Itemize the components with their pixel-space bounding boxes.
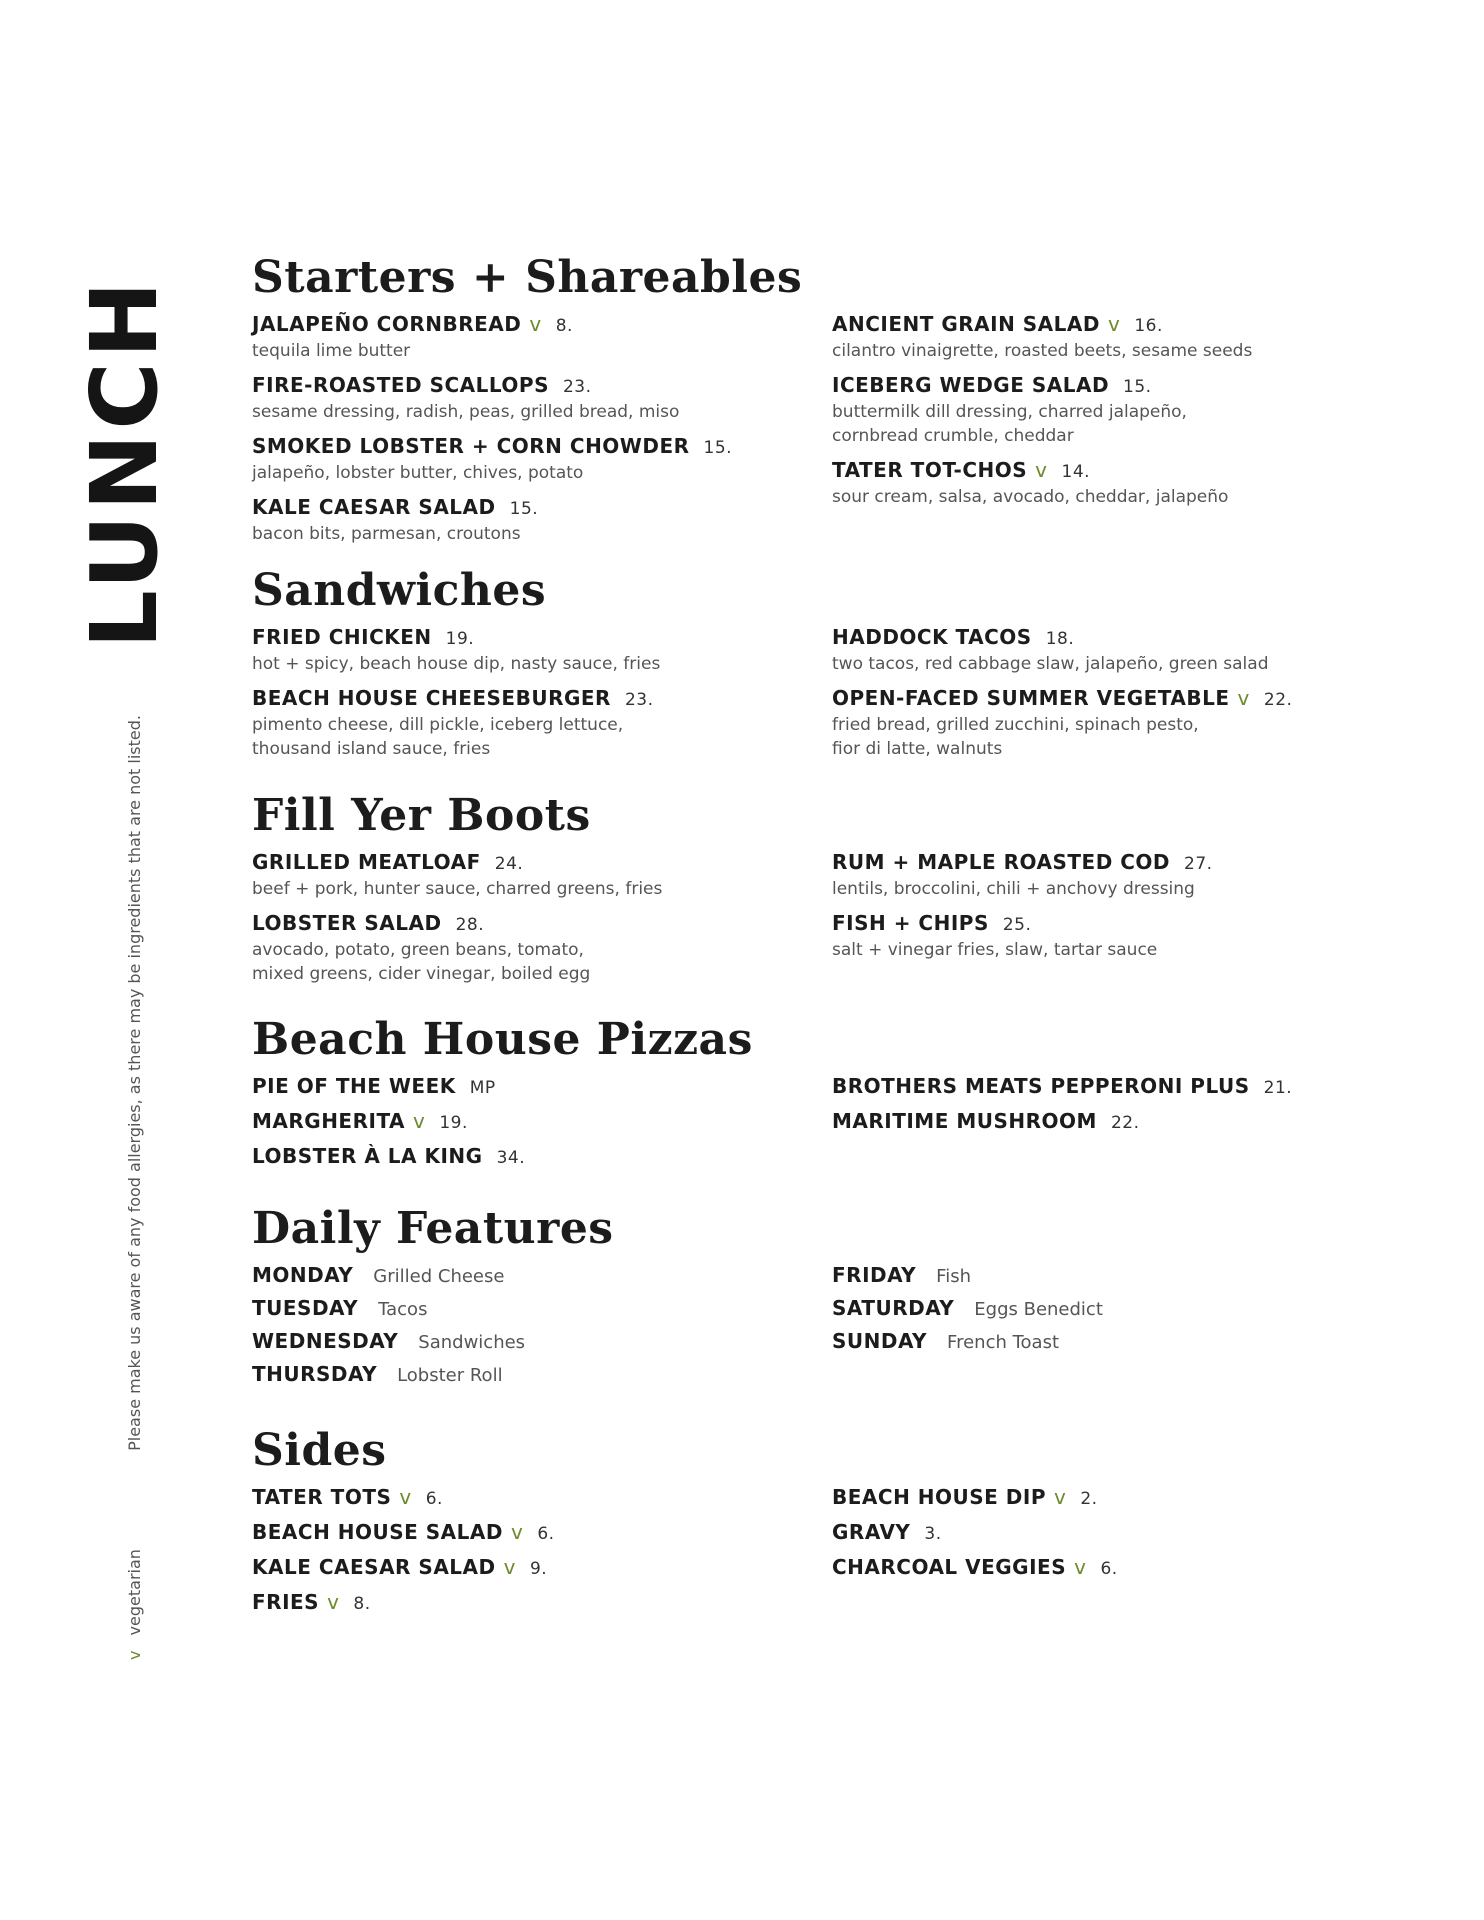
menu-item: [832, 911, 1302, 962]
item-description: salt + vinegar fries, slaw, tartar sauce: [832, 940, 1158, 960]
item-price: 9.: [529, 1559, 548, 1579]
item-name: KALE CAESAR SALAD: [252, 495, 496, 519]
menu-item: [832, 458, 1302, 509]
day-name: THURSDAY: [252, 1362, 378, 1386]
item-price: 23.: [624, 690, 654, 710]
menu-item: [252, 1485, 832, 1512]
item-description: avocado, potato, green beans, tomato, mixed greens, cider vinegar, boiled egg: [252, 940, 591, 984]
item-price: 16.: [1134, 316, 1163, 336]
menu-item: [832, 1109, 1302, 1136]
item-name: SMOKED LOBSTER + CORN CHOWDER: [252, 434, 690, 458]
item-price: 8.: [353, 1594, 371, 1614]
item-name: LOBSTER SALAD: [252, 911, 442, 935]
item-price: 6.: [425, 1489, 443, 1509]
menu-item: [252, 1520, 832, 1547]
item-price: 22.: [1110, 1113, 1140, 1133]
menu-item: [832, 1485, 1302, 1512]
item-price: 23.: [562, 377, 592, 397]
item-name: BROTHERS MEATS PEPPERONI PLUS: [832, 1074, 1250, 1098]
item-name: ICEBERG WEDGE SALAD: [832, 373, 1110, 397]
item-name: PIE OF THE WEEK: [252, 1074, 456, 1098]
day-dish: Lobster Roll: [397, 1365, 503, 1386]
vegetarian-icon: v: [413, 1109, 426, 1133]
item-name: HADDOCK TACOS: [832, 625, 1032, 649]
item-price: 27.: [1184, 854, 1213, 874]
section-pizzas: [252, 1014, 1302, 1179]
item-name: GRAVY: [832, 1520, 911, 1544]
item-price: 15.: [703, 438, 733, 458]
item-description: sesame dressing, radish, peas, grilled bread, miso: [252, 402, 680, 422]
day-name: SATURDAY: [832, 1296, 955, 1320]
section-starters: [252, 252, 1302, 556]
vegetarian-icon: v: [503, 1555, 516, 1579]
menu-item: [832, 312, 1302, 363]
item-description: pimento cheese, dill pickle, iceberg lettuce, thousand island sauce, fries: [252, 715, 624, 759]
item-name: FRIED CHICKEN: [252, 625, 432, 649]
menu-item: [252, 625, 832, 676]
item-price: 25.: [1002, 915, 1032, 935]
menu-item: [252, 1074, 832, 1101]
item-name: OPEN-FACED SUMMER VEGETABLE: [832, 686, 1230, 710]
menu-item: [252, 495, 832, 546]
item-price: 14.: [1061, 462, 1091, 482]
menu-item: [252, 686, 832, 761]
item-description: hot + spicy, beach house dip, nasty sauce, fries: [252, 654, 661, 674]
day-dish: Fish: [936, 1266, 971, 1287]
section-title: Fill Yer Boots: [252, 790, 591, 841]
item-description: bacon bits, parmesan, croutons: [252, 524, 521, 544]
vegetarian-icon: v: [529, 312, 542, 336]
item-price: 3.: [924, 1524, 942, 1544]
menu-item: [832, 625, 1302, 676]
item-description: fried bread, grilled zucchini, spinach pesto, fior di latte, walnuts: [832, 715, 1199, 759]
vegetarian-icon: v: [125, 1650, 144, 1660]
item-name: FIRE-ROASTED SCALLOPS: [252, 373, 549, 397]
item-name: BEACH HOUSE CHEESEBURGER: [252, 686, 611, 710]
section-title: Sandwiches: [252, 565, 547, 616]
section-daily-features: [252, 1203, 1302, 1395]
item-price: 28.: [455, 915, 485, 935]
item-name: GRILLED MEATLOAF: [252, 850, 481, 874]
allergy-disclaimer-text: Please make us aware of any food allergies, as there may be ingredients that are not listed.: [125, 715, 144, 1451]
daily-feature: [252, 1329, 832, 1354]
item-name: TATER TOTS: [252, 1485, 392, 1509]
vegetarian-icon: v: [1035, 458, 1048, 482]
item-description: jalapeño, lobster butter, chives, potato: [252, 463, 584, 483]
item-name: MARITIME MUSHROOM: [832, 1109, 1097, 1133]
day-name: FRIDAY: [832, 1263, 917, 1287]
vegetarian-icon: v: [327, 1590, 340, 1614]
item-price: 6.: [537, 1524, 555, 1544]
menu-item: [252, 1555, 832, 1582]
day-name: MONDAY: [252, 1263, 354, 1287]
vegetarian-icon: v: [1074, 1555, 1087, 1579]
item-name: LOBSTER À LA KING: [252, 1144, 483, 1168]
section-sides: [252, 1425, 1302, 1625]
vegetarian-legend-label: vegetarian: [125, 1549, 144, 1636]
page-title-text: LUNCH: [71, 277, 178, 649]
day-name: WEDNESDAY: [252, 1329, 399, 1353]
item-description: buttermilk dill dressing, charred jalapeño, cornbread crumble, cheddar: [832, 402, 1187, 446]
item-name: RUM + MAPLE ROASTED COD: [832, 850, 1171, 874]
vegetarian-icon: v: [510, 1520, 524, 1544]
item-name: KALE CAESAR SALAD: [252, 1555, 496, 1579]
item-description: cilantro vinaigrette, roasted beets, sesame seeds: [832, 341, 1253, 361]
daily-feature: [832, 1329, 1302, 1354]
menu-item: [832, 850, 1302, 901]
menu-item: [832, 1555, 1302, 1582]
menu-item: [832, 686, 1302, 761]
item-price: 15.: [509, 499, 539, 519]
item-description: beef + pork, hunter sauce, charred greens, fries: [252, 879, 663, 899]
item-price: 8.: [555, 316, 573, 336]
item-description: two tacos, red cabbage slaw, jalapeño, green salad: [832, 654, 1269, 674]
item-price: 18.: [1045, 629, 1075, 649]
menu-item: [252, 850, 832, 901]
item-description: sour cream, salsa, avocado, cheddar, jalapeño: [832, 487, 1229, 507]
day-dish: Tacos: [378, 1299, 428, 1320]
allergy-disclaimer: [122, 715, 148, 1475]
item-name: JALAPEÑO CORNBREAD: [252, 312, 522, 336]
item-price: 2.: [1080, 1489, 1098, 1509]
daily-feature: [252, 1263, 832, 1288]
menu-item: [832, 373, 1302, 448]
vegetarian-icon: v: [1053, 1485, 1067, 1509]
item-price: MP: [469, 1078, 496, 1098]
page-title: [71, 268, 178, 658]
item-name: BEACH HOUSE DIP: [832, 1485, 1046, 1509]
item-price: 22.: [1263, 690, 1293, 710]
daily-feature: [252, 1296, 832, 1321]
item-name: CHARCOAL VEGGIES: [832, 1555, 1067, 1579]
item-price: 34.: [496, 1148, 526, 1168]
vegetarian-legend: [122, 1540, 148, 1660]
daily-feature: [252, 1362, 832, 1387]
section-sandwiches: [252, 565, 1302, 771]
menu-item: [832, 1074, 1302, 1101]
menu-item: [252, 373, 832, 424]
daily-feature: [832, 1263, 1302, 1288]
item-name: ANCIENT GRAIN SALAD: [832, 312, 1100, 336]
vegetarian-icon: v: [399, 1485, 412, 1509]
daily-feature: [832, 1296, 1302, 1321]
item-price: 15.: [1123, 377, 1152, 397]
menu-item: [252, 1109, 832, 1136]
vegetarian-icon: v: [1108, 312, 1121, 336]
section-fill-yer-boots: [252, 790, 1302, 996]
item-price: 21.: [1263, 1078, 1293, 1098]
day-name: SUNDAY: [832, 1329, 928, 1353]
section-title: Sides: [252, 1425, 387, 1476]
section-title: Starters + Shareables: [252, 252, 803, 303]
menu-item: [252, 1144, 832, 1171]
menu-item: [832, 1520, 1302, 1547]
item-name: FRIES: [252, 1590, 320, 1614]
day-dish: French Toast: [947, 1332, 1060, 1353]
item-price: 6.: [1100, 1559, 1118, 1579]
item-description: tequila lime butter: [252, 341, 411, 361]
day-name: TUESDAY: [252, 1296, 359, 1320]
menu-item: [252, 911, 832, 986]
section-title: Beach House Pizzas: [252, 1014, 753, 1065]
day-dish: Grilled Cheese: [373, 1266, 505, 1287]
item-price: 19.: [445, 629, 475, 649]
vegetarian-icon: v: [1237, 686, 1250, 710]
menu-item: [252, 312, 832, 363]
item-name: FISH + CHIPS: [832, 911, 989, 935]
menu-item: [252, 1590, 832, 1617]
item-price: 24.: [494, 854, 524, 874]
day-dish: Sandwiches: [418, 1332, 526, 1353]
item-name: MARGHERITA: [252, 1109, 406, 1133]
item-name: BEACH HOUSE SALAD: [252, 1520, 503, 1544]
section-title: Daily Features: [252, 1203, 614, 1254]
item-price: 19.: [439, 1113, 468, 1133]
item-description: lentils, broccolini, chili + anchovy dressing: [832, 879, 1195, 899]
day-dish: Eggs Benedict: [974, 1299, 1103, 1320]
menu-item: [252, 434, 832, 485]
item-name: TATER TOT-CHOS: [832, 458, 1028, 482]
